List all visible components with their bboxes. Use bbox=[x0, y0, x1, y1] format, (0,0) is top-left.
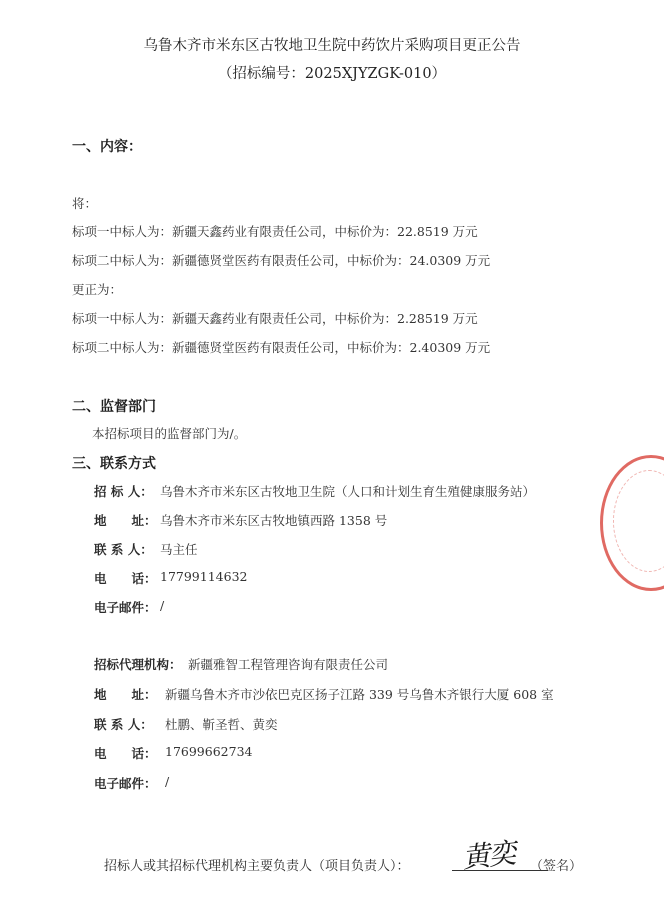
tenderer-phone-label: 电 话： bbox=[94, 571, 157, 586]
corrected-item-1: 标项一中标人为：新疆天鑫药业有限责任公司，中标价为：2.28519 万元 bbox=[72, 311, 478, 326]
agency-email: / bbox=[165, 774, 170, 789]
agency-address-label: 地 址： bbox=[94, 687, 157, 702]
tenderer-phone: 17799114632 bbox=[160, 569, 248, 584]
corrected-label: 更正为： bbox=[72, 282, 123, 297]
tenderer-address-label: 地 址： bbox=[94, 513, 157, 528]
agency-phone-label: 电 话： bbox=[94, 746, 157, 761]
section-content-heading: 一、内容： bbox=[72, 139, 142, 155]
red-seal-inner-ring bbox=[613, 470, 664, 572]
supervision-text: 本招标项目的监督部门为/。 bbox=[92, 426, 247, 441]
original-item-1: 标项一中标人为：新疆天鑫药业有限责任公司，中标价为：22.8519 万元 bbox=[72, 224, 478, 239]
original-item-2: 标项二中标人为：新疆德贤堂医药有限责任公司，中标价为：24.0309 万元 bbox=[72, 253, 491, 268]
agency-phone: 17699662734 bbox=[165, 744, 253, 759]
document-title: 乌鲁木齐市米东区古牧地卫生院中药饮片采购项目更正公告 bbox=[143, 38, 521, 54]
original-label: 将： bbox=[72, 196, 98, 211]
tenderer-email-label: 电子邮件： bbox=[94, 600, 157, 615]
agency-address: 新疆乌鲁木齐市沙依巴克区扬子江路 339 号乌鲁木齐银行大厦 608 室 bbox=[165, 687, 554, 702]
section-contact-heading: 三、联系方式 bbox=[72, 456, 156, 472]
handwritten-signature: 黄奕 bbox=[460, 836, 516, 875]
sign-note: （签名） bbox=[530, 859, 583, 874]
section-supervision-heading: 二、监督部门 bbox=[72, 399, 156, 415]
tenderer-name-label: 招 标 人： bbox=[94, 484, 153, 499]
agency-contact: 杜鹏、靳圣哲、黄奕 bbox=[165, 717, 278, 732]
tenderer-email: / bbox=[160, 598, 165, 613]
tenderer-name: 乌鲁木齐市米东区古牧地卫生院（人口和计划生育生殖健康服务站） bbox=[160, 484, 536, 499]
corrected-item-2: 标项二中标人为：新疆德贤堂医药有限责任公司，中标价为：2.40309 万元 bbox=[72, 340, 491, 355]
bid-number: （招标编号：2025XJYZGK-010） bbox=[217, 66, 447, 82]
tenderer-contact: 马主任 bbox=[160, 542, 198, 557]
agency-name-label: 招标代理机构： bbox=[94, 657, 182, 672]
tenderer-contact-label: 联 系 人： bbox=[94, 542, 153, 557]
agency-contact-label: 联 系 人： bbox=[94, 717, 153, 732]
tenderer-address: 乌鲁木齐市米东区古牧地镇西路 1358 号 bbox=[160, 513, 388, 528]
signature-prompt: 招标人或其招标代理机构主要负责人（项目负责人）： bbox=[104, 859, 410, 874]
red-seal-stamp bbox=[600, 455, 664, 591]
agency-email-label: 电子邮件： bbox=[94, 776, 157, 791]
agency-name: 新疆雅智工程管理咨询有限责任公司 bbox=[188, 657, 389, 672]
